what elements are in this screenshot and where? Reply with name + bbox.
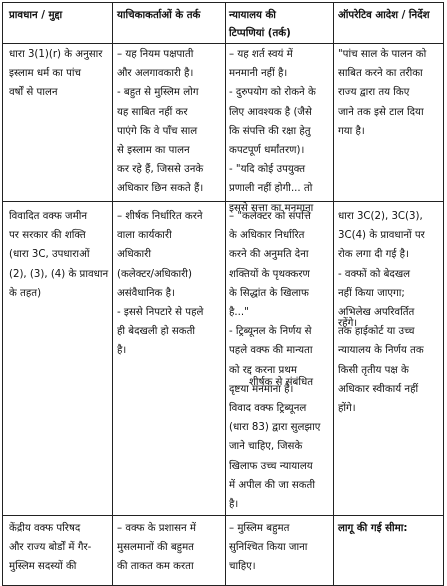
text-line: खिलाफ उच्च न्यायालय	[229, 460, 313, 472]
text-line: पाएंगे कि वे पाँच साल	[117, 125, 198, 137]
row1-order	[338, 45, 426, 141]
text-line: से इस्लाम का पालन	[117, 145, 190, 157]
text-line: लागू की गई सीमा:	[338, 523, 408, 534]
row3-petitioners	[117, 519, 196, 577]
text-line: के अधिकार निर्धारित	[229, 230, 305, 242]
text-line: तक हाईकोर्ट या उच्च	[338, 326, 415, 338]
text-line: जाने चाहिए, जिसके	[229, 441, 303, 453]
header-court-text: न्यायालय की टिप्पणियां (तर्क)	[229, 10, 291, 39]
column-divider	[112, 3, 113, 585]
row-divider	[3, 515, 443, 516]
text-line: – यह नियम पक्षपाती	[117, 49, 194, 60]
header-petitioners-text: याचिकाकर्ताओं के तर्क	[117, 10, 201, 21]
text-line: नहीं किया जाएगा;	[338, 287, 405, 299]
text-line: सुनिश्चित किया जाना	[229, 542, 308, 554]
text-line: के सिद्धांत के खिलाफ	[229, 287, 309, 299]
text-line: शक्तियों के पृथक्करण	[229, 268, 310, 280]
text-line: प्रणाली नहीं होगी... तो	[229, 183, 313, 195]
text-line: - ट्रिब्यूनल के निर्णय से	[229, 326, 312, 338]
text-line: 3C(4) के प्रावधानों पर	[338, 230, 425, 242]
column-divider	[225, 3, 226, 585]
text-line: धारा 3(1)(r) के अनुसार	[9, 49, 103, 60]
text-line: मुसलमानों की बहुमत	[117, 542, 194, 554]
text-line: इस्लाम धर्म का पांच	[9, 68, 82, 80]
row2-provision	[9, 207, 108, 303]
text-line: - दुरुपयोग को रोकने के	[229, 87, 316, 99]
judgment-summary-table	[2, 2, 444, 586]
text-line: साबित करने का तरीका	[338, 68, 423, 80]
text-line: असंवैधानिक है।	[117, 287, 175, 299]
header-provision-text: प्रावधान / मुद्दा	[9, 10, 63, 21]
text-line: न्यायालय के निर्णय तक	[338, 345, 424, 357]
row3-provision	[9, 519, 91, 577]
text-line: और अलगावकारी है।	[117, 68, 194, 80]
header-order	[338, 7, 442, 25]
header-court	[229, 7, 301, 43]
text-line: अधिकार स्वीकार्य नहीं	[338, 383, 419, 395]
text-line: होंगे।	[338, 403, 356, 415]
text-line: (धारा 3C, उपधाराओं	[9, 249, 90, 261]
text-line: – मुस्लिम बहुमत	[229, 523, 290, 534]
row2-court-overlap	[249, 377, 313, 389]
text-line: - इससे निपटारे से पहले	[117, 307, 204, 319]
row1-court	[229, 45, 316, 218]
text-line: और राज्य बोर्डों में गैर-	[9, 542, 92, 554]
text-line: चाहिए।	[229, 561, 256, 573]
text-line: धारा 3C(2), 3C(3),	[338, 211, 423, 222]
text-line: – यह शर्त स्वयं में	[229, 49, 293, 60]
text-line: अभिलेख अपरिवर्तित	[338, 307, 415, 319]
row2-order: धारा 3C(2), 3C(3), 3C(4) के प्रावधानों पर रोक लगा दी गई है। - वक्फों को बेदखल नहीं किया जाएगा; अभिलेख अपरिवर्तित रहेंगे। तक हाईकोर्ट या उच्च न्यायालय के निर्णय तक किसी तृतीय पक्ष के अधिकार स्वीकार्य नहीं होंगे।	[338, 207, 425, 418]
row2-petitioners	[117, 207, 203, 361]
text-line: केंद्रीय वक्फ परिषद	[9, 523, 81, 534]
text-line: - "यदि कोई उपयुक्त	[229, 164, 306, 176]
text-line: जाने तक इसे टाल दिया	[338, 106, 424, 118]
text-line: है।	[117, 345, 127, 357]
text-line: है।	[229, 499, 239, 511]
row1-petitioners	[117, 45, 203, 199]
text-line: (कलेक्टर/अधिकारी)	[117, 268, 192, 280]
text-line: दृष्टया मनमाना है।	[229, 383, 294, 395]
text-line: विवाद वक्फ ट्रिब्यूनल	[229, 403, 307, 415]
text-line: कपटपूर्ण धर्मांतरण)।	[229, 145, 305, 157]
text-line: करने की अनुमति देना	[229, 249, 309, 261]
text-line: – "कलेक्टर को संपत्ति	[229, 211, 311, 222]
text-line: "पांच साल के पालन को	[338, 49, 427, 60]
text-line: अधिकार छिन सकते हैं।	[117, 183, 204, 195]
header-petitioners	[117, 7, 222, 25]
text-line: अधिकारी	[117, 249, 151, 261]
text-line: यह साबित नहीं कर	[117, 106, 188, 118]
text-line: वाला कार्यकारी	[117, 230, 172, 242]
text-line: में अपील की जा सकती	[229, 479, 315, 491]
text-line: (2), (3), (4) के प्रावधान	[9, 268, 109, 280]
text-line: इससे सत्ता का मनमाना	[229, 202, 314, 214]
text-line: ही बेदखली हो सकती	[117, 326, 196, 338]
text-line: - बहुत से मुस्लिम लोग	[117, 87, 199, 99]
text-line: कि संपत्ति की रक्षा हेतु	[229, 125, 311, 137]
row-divider	[3, 201, 443, 202]
row-divider	[3, 43, 443, 44]
text-line: किसी तृतीय पक्ष के	[338, 364, 409, 376]
text-line: राज्य द्वारा तय किए	[338, 87, 410, 99]
row2-court	[229, 207, 320, 514]
text-line: गया है।	[338, 125, 365, 137]
overlap-text: शीर्षक से संबंधित	[249, 377, 314, 388]
text-line: के तहत)	[9, 287, 42, 299]
text-line: विवादित वक्फ जमीन	[9, 211, 88, 222]
text-line: पर सरकार की शक्ति	[9, 230, 86, 242]
text-line: - वक्फों को बेदखल	[338, 268, 411, 280]
text-line: है..."	[229, 307, 249, 319]
text-line: की ताकत कम करता	[117, 561, 194, 573]
text-line: वर्षों से पालन	[9, 87, 58, 99]
text-line: मुस्लिम सदस्यों की	[9, 561, 77, 573]
text-line: (धारा 83) द्वारा सुलझाए	[229, 422, 321, 434]
row3-court	[229, 519, 307, 577]
text-line: पहले वक्फ की मान्यता	[229, 345, 313, 357]
text-line: को रद्द करना प्रथम	[229, 364, 297, 376]
row1-provision	[9, 45, 102, 103]
text-line: कर रहे हैं, जिससे उनके	[117, 164, 204, 176]
column-divider	[333, 3, 334, 585]
text-line: रोक लगा दी गई है।	[338, 249, 409, 261]
text-line: लिए आवश्यक है (जैसे	[229, 106, 312, 118]
text-line: मनमानी नहीं है।	[229, 68, 288, 80]
row3-order	[338, 519, 407, 538]
header-provision	[9, 7, 109, 25]
text-line: – वक्फ के प्रशासन में	[117, 523, 196, 534]
header-order-text: ऑपरेटिव आदेश / निर्देश	[338, 10, 430, 21]
text-line: – शीर्षक निर्धारित करने	[117, 211, 203, 222]
